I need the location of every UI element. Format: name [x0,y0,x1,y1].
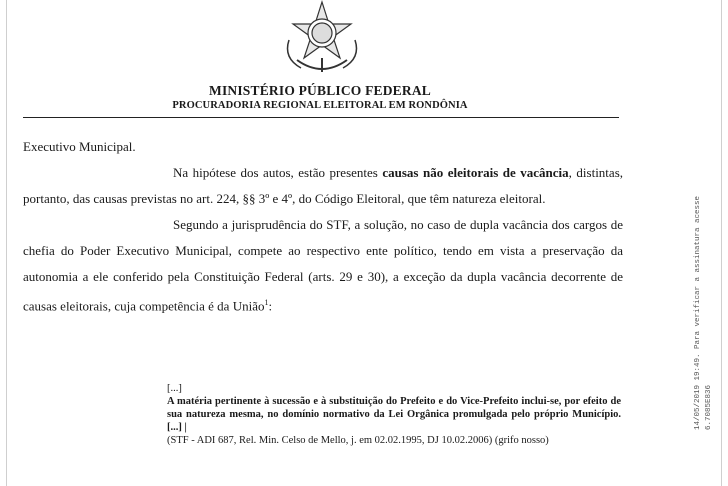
signature-verification-stamp [690,130,722,430]
paragraph-1 [23,160,623,212]
paragraph-1-text-b: , distintas, portanto, das causas previstas no art. 224, §§ 3º e 4º, do Código Eleitoral, que têm natureza eleitoral. [23,165,623,206]
block-quote [167,382,621,447]
paragraph-2-end: : [268,298,273,314]
paragraph-2 [23,212,623,319]
quote-bold-text: A matéria pertinente à sucessão e à substituição do Prefeito e do Vice-Prefeito inclui-se, por efeito de sua natureza mesma, no domínio normativo da Lei Orgânica promulgada pelo próprio Município [167,396,621,420]
verification-line-2: 6.7085E836 [705,384,713,430]
header-title: MINISTÉRIO PÚBLICO FEDERAL [209,83,431,98]
paragraph-continuation: Executivo Municipal. [23,139,136,154]
paragraph-1-text-a: Na hipótese dos autos, estão presentes [173,165,383,180]
header-subtitle: PROCURADORIA REGIONAL ELEITORAL EM RONDÔNIA [172,100,468,111]
quote-citation: (STF - ADI 687, Rel. Min. Celso de Mello, j. em 02.02.1995, DJ 10.02.2006) (grifo nosso) [167,435,549,446]
quote-ellipsis-close: . [...] | [167,409,621,433]
quote-ellipsis: [...] [167,383,182,394]
coat-of-arms-icon [279,0,365,76]
paragraph-1-emphasis: causas não eleitorais de vacância [382,165,569,180]
quote-body [167,395,621,434]
header-divider [23,117,619,118]
paragraph-2-text: Segundo a jurisprudência do STF, a solução, no caso de dupla vacância dos cargos de chefia do Poder Executivo Municipal, compete ao respectivo ente político, tendo em vista a preservação da autonomia a ele conferido pela Constituição Federal (arts. 29 e 30), a exceção da dupla vacância decorrente de causas eleitorais, cuja competência é da União [23,217,623,314]
document-page [6,0,722,486]
verification-line-1: 14/05/2019 19:49. Para verificar a assinatura acesse [694,195,702,430]
footnote-marker[interactable]: 1 [264,298,269,307]
body-text [23,134,623,319]
